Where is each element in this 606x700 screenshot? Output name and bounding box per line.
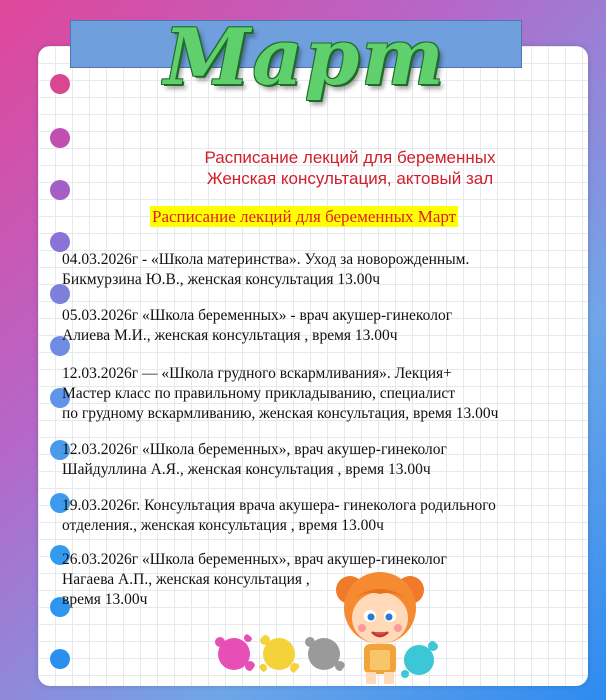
subtitle-line-1: Расписание лекций для беременных: [204, 148, 496, 167]
entry-line: по грудному вскармливанию, женская консультация, время 13.00ч: [62, 405, 499, 422]
subtitle-line-2: Женская консультация, актовый зал: [206, 169, 494, 188]
entry-line: Шайдуллина А.Я., женская консультация , время 13.00ч: [62, 461, 431, 478]
binder-hole: [50, 649, 70, 669]
schedule-entry: [62, 306, 582, 346]
entry-line: 05.03.2026г «Школа беременных» - врач акушер-гинеколог: [62, 307, 453, 324]
highlight-text: Расписание лекций для беременных Март: [152, 207, 457, 226]
binder-hole: [50, 180, 70, 200]
entry-line: Мастер класс по правильному прикладыванию, специалист: [62, 385, 456, 402]
entry-line: 26.03.2026г «Школа беременных», врач акушер-гинеколог: [62, 551, 447, 568]
entry-line: Бикмурзина Ю.В., женская консультация 13.00ч: [62, 271, 381, 288]
entry-line: Алиева М.И., женская консультация , время 13.00ч: [62, 327, 398, 344]
page-title: Март: [164, 12, 446, 103]
entry-line: время 13.00ч: [62, 591, 148, 608]
entry-line: отделения., женская консультация , время 13.00ч: [62, 517, 384, 534]
pink-paint-splash-icon: [210, 630, 258, 678]
yellow-paint-splash-icon: [255, 630, 303, 678]
entry-line: Нагаева А.П., женская консультация ,: [62, 571, 310, 588]
entry-line: 12.03.2026г «Школа беременных», врач акушер-гинеколог: [62, 441, 447, 458]
entry-line: 19.03.2026г. Консультация врача акушера- гинеколога родильного: [62, 497, 496, 514]
entry-line: 12.03.2026г — «Школа грудного вскармливания». Лекция+: [62, 365, 452, 382]
entry-line: 04.03.2026г - «Школа материнства». Уход за новорожденным.: [62, 251, 470, 268]
binder-hole: [50, 232, 70, 252]
schedule-entry: [62, 440, 582, 480]
schedule-entry: [62, 496, 582, 536]
schedule-entry: [62, 364, 582, 424]
highlight-heading: [150, 207, 510, 227]
binder-hole: [50, 128, 70, 148]
schedule-entry: [62, 250, 582, 290]
schedule-entry: [62, 550, 582, 610]
binder-hole: [50, 74, 70, 94]
cartoon-girl-icon: [330, 560, 430, 685]
